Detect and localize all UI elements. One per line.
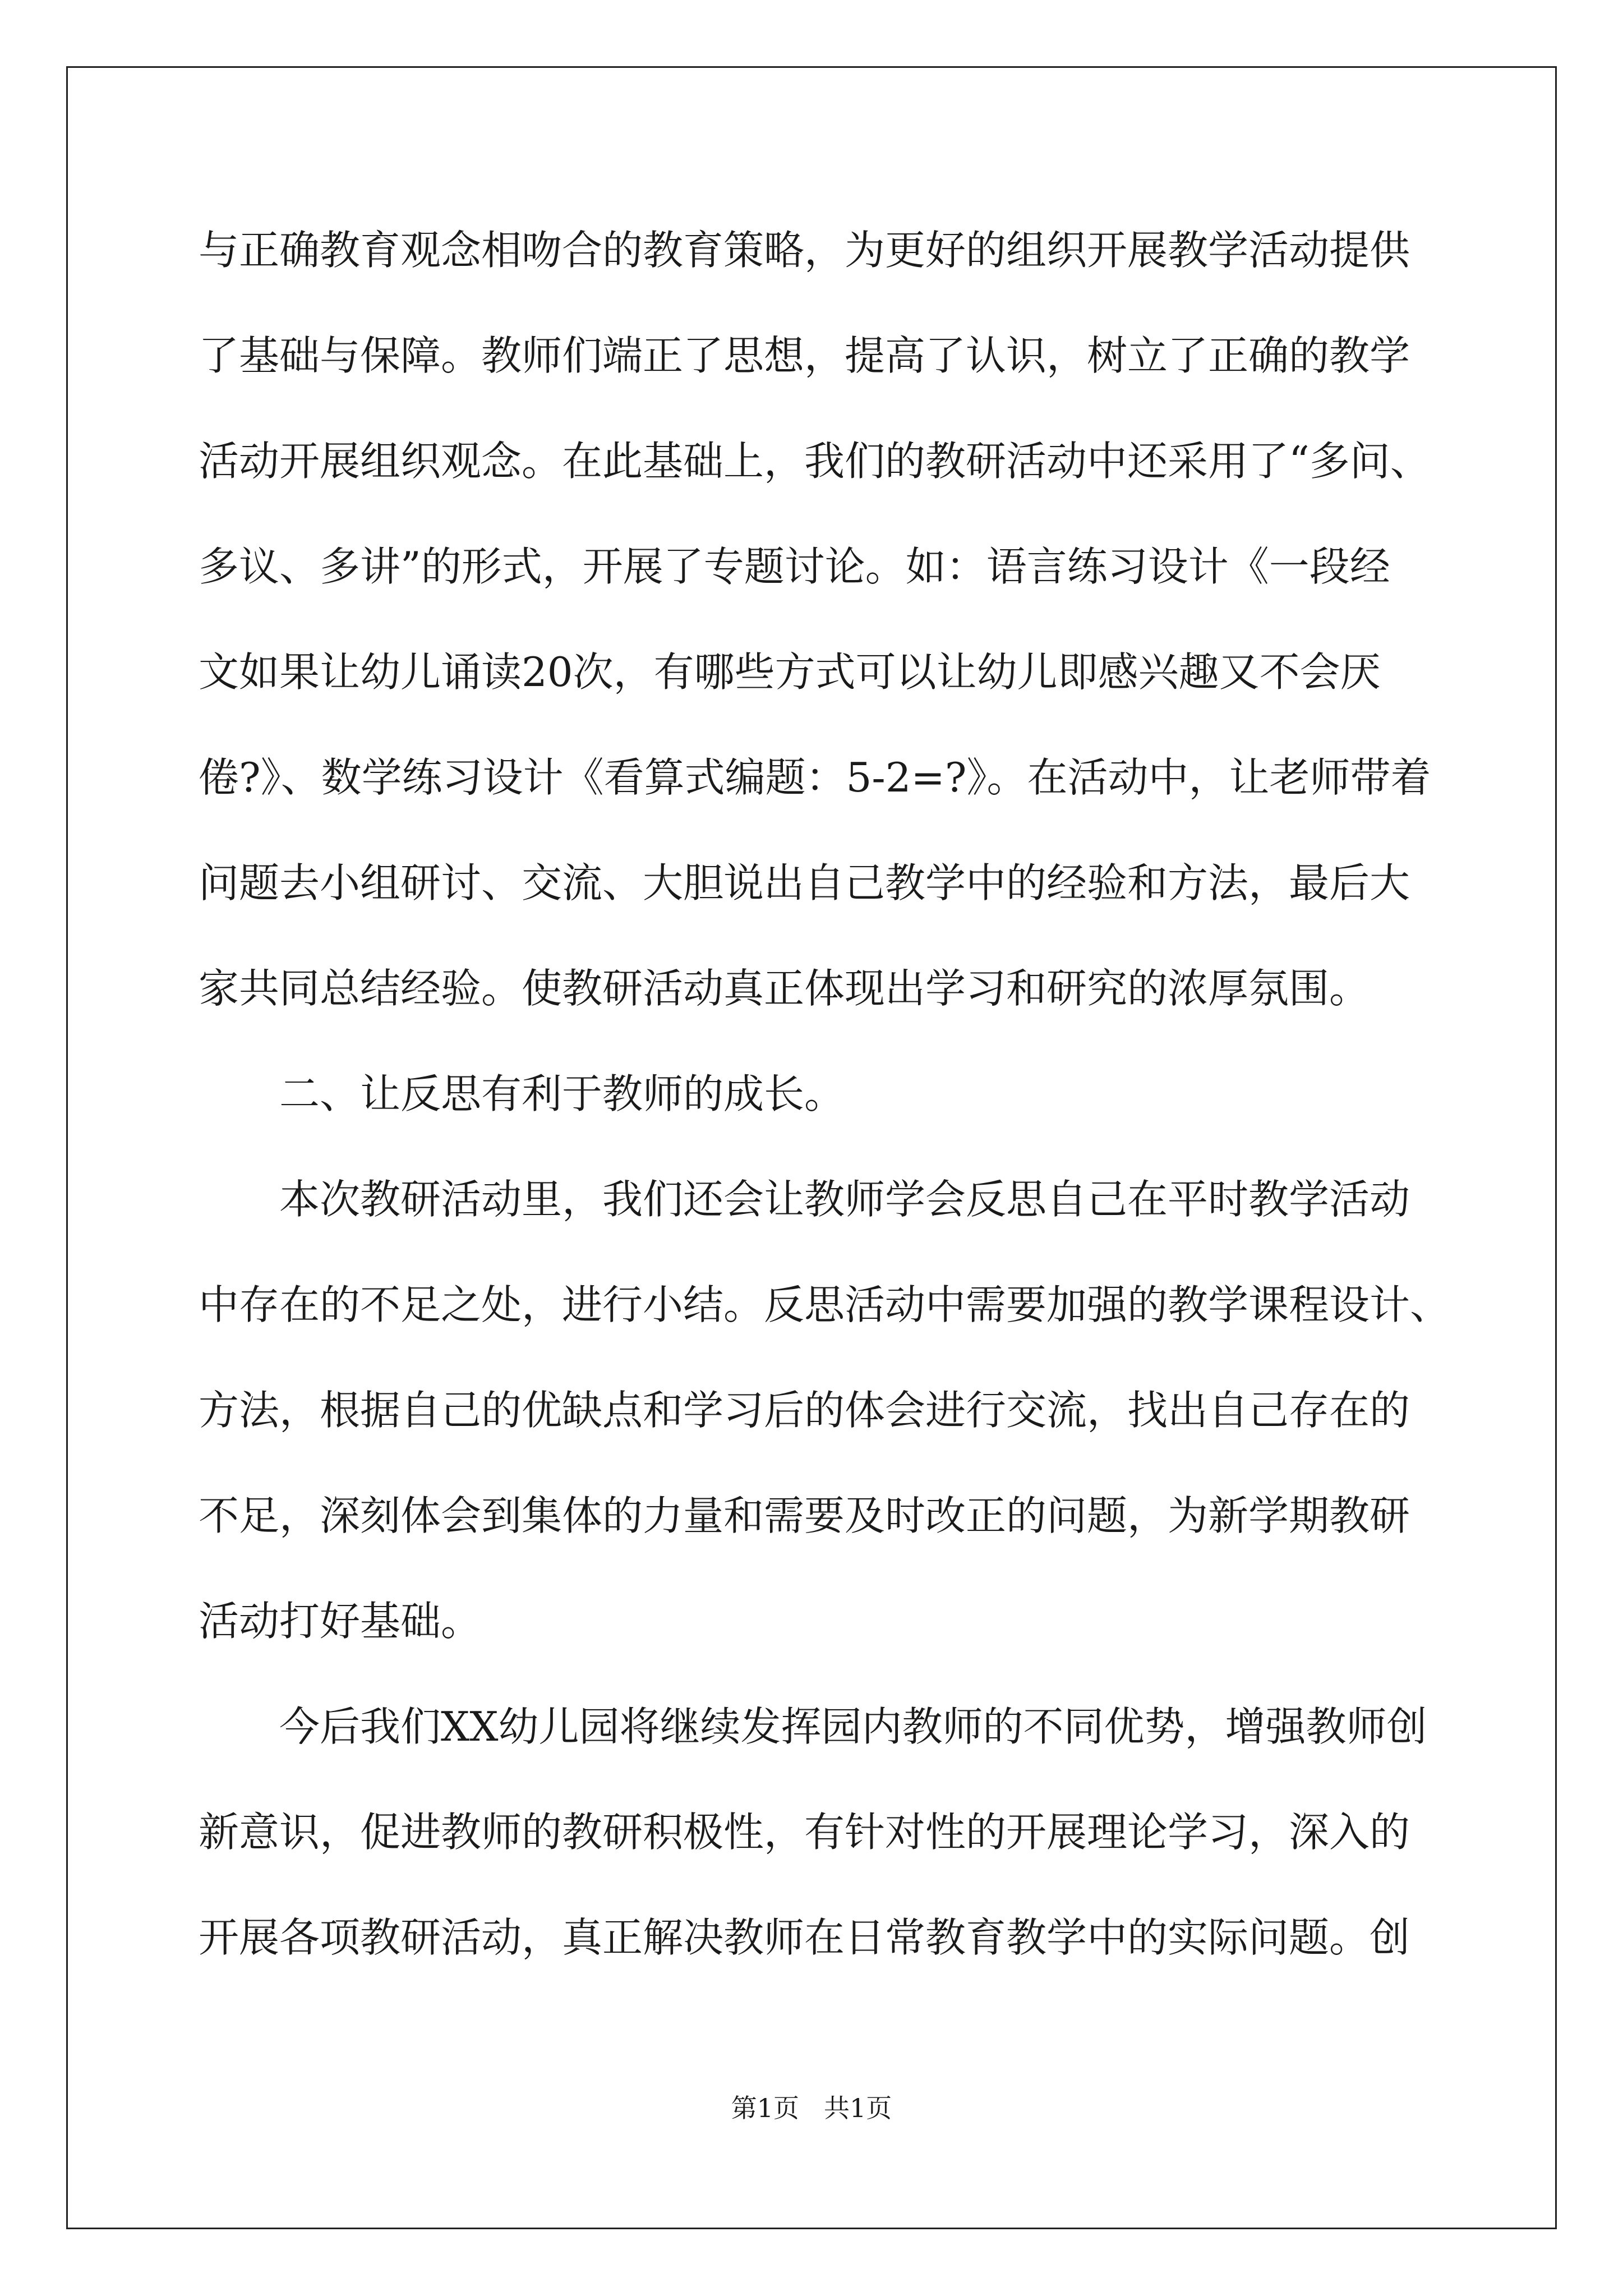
text-line: 了基础与保障。教师们端正了思想，提高了认识，树立了正确的教学: [199, 332, 1410, 379]
text-line: 活动开展组织观念。在此基础上，我们的教研活动中还采用了“多问、: [199, 438, 1431, 485]
text-line: 家共同总结经验。使教研活动真正体现出学习和研究的浓厚氛围。: [199, 965, 1370, 1012]
text-line: 新意识，促进教师的教研积极性，有针对性的开展理论学习，深入的: [199, 1809, 1410, 1856]
text-line: 与正确教育观念相吻合的教育策略，为更好的组织开展教学活动提供: [199, 227, 1410, 274]
page-number: 第1页: [731, 2093, 799, 2123]
text-line: 文如果让幼儿诵读20次，有哪些方式可以让幼儿即感兴趣又不会厌: [199, 648, 1381, 696]
text-line: 开展各项教研活动，真正解决教师在日常教育教学中的实际问题。创: [199, 1914, 1410, 1961]
text-line: 多议、多讲”的形式，开展了专题讨论。如：语言练习设计《一段经: [199, 543, 1390, 590]
text-line: 今后我们XX幼儿园将继续发挥园内教师的不同优势，增强教师创: [279, 1703, 1427, 1750]
section-heading: 二、让反思有利于教师的成长。: [279, 1070, 845, 1117]
text-line: 不足，深刻体会到集体的力量和需要及时改正的问题，为新学期教研: [199, 1492, 1410, 1539]
text-line: 倦?》、数学练习设计《看算式编题：5-2=?》。在活动中，让老师带着: [199, 754, 1431, 801]
text-line: 中存在的不足之处，进行小结。反思活动中需要加强的教学课程设计、: [199, 1281, 1451, 1328]
text-line: 方法，根据自己的优缺点和学习后的体会进行交流，找出自己存在的: [199, 1387, 1410, 1434]
text-line: 活动打好基础。: [199, 1598, 482, 1645]
page-total: 共1页: [824, 2093, 892, 2123]
text-line: 本次教研活动里，我们还会让教师学会反思自己在平时教学活动: [279, 1176, 1410, 1223]
text-line: 问题去小组研讨、交流、大胆说出自己教学中的经验和方法，最后大: [199, 859, 1410, 907]
page-footer: [0, 2091, 1623, 2125]
